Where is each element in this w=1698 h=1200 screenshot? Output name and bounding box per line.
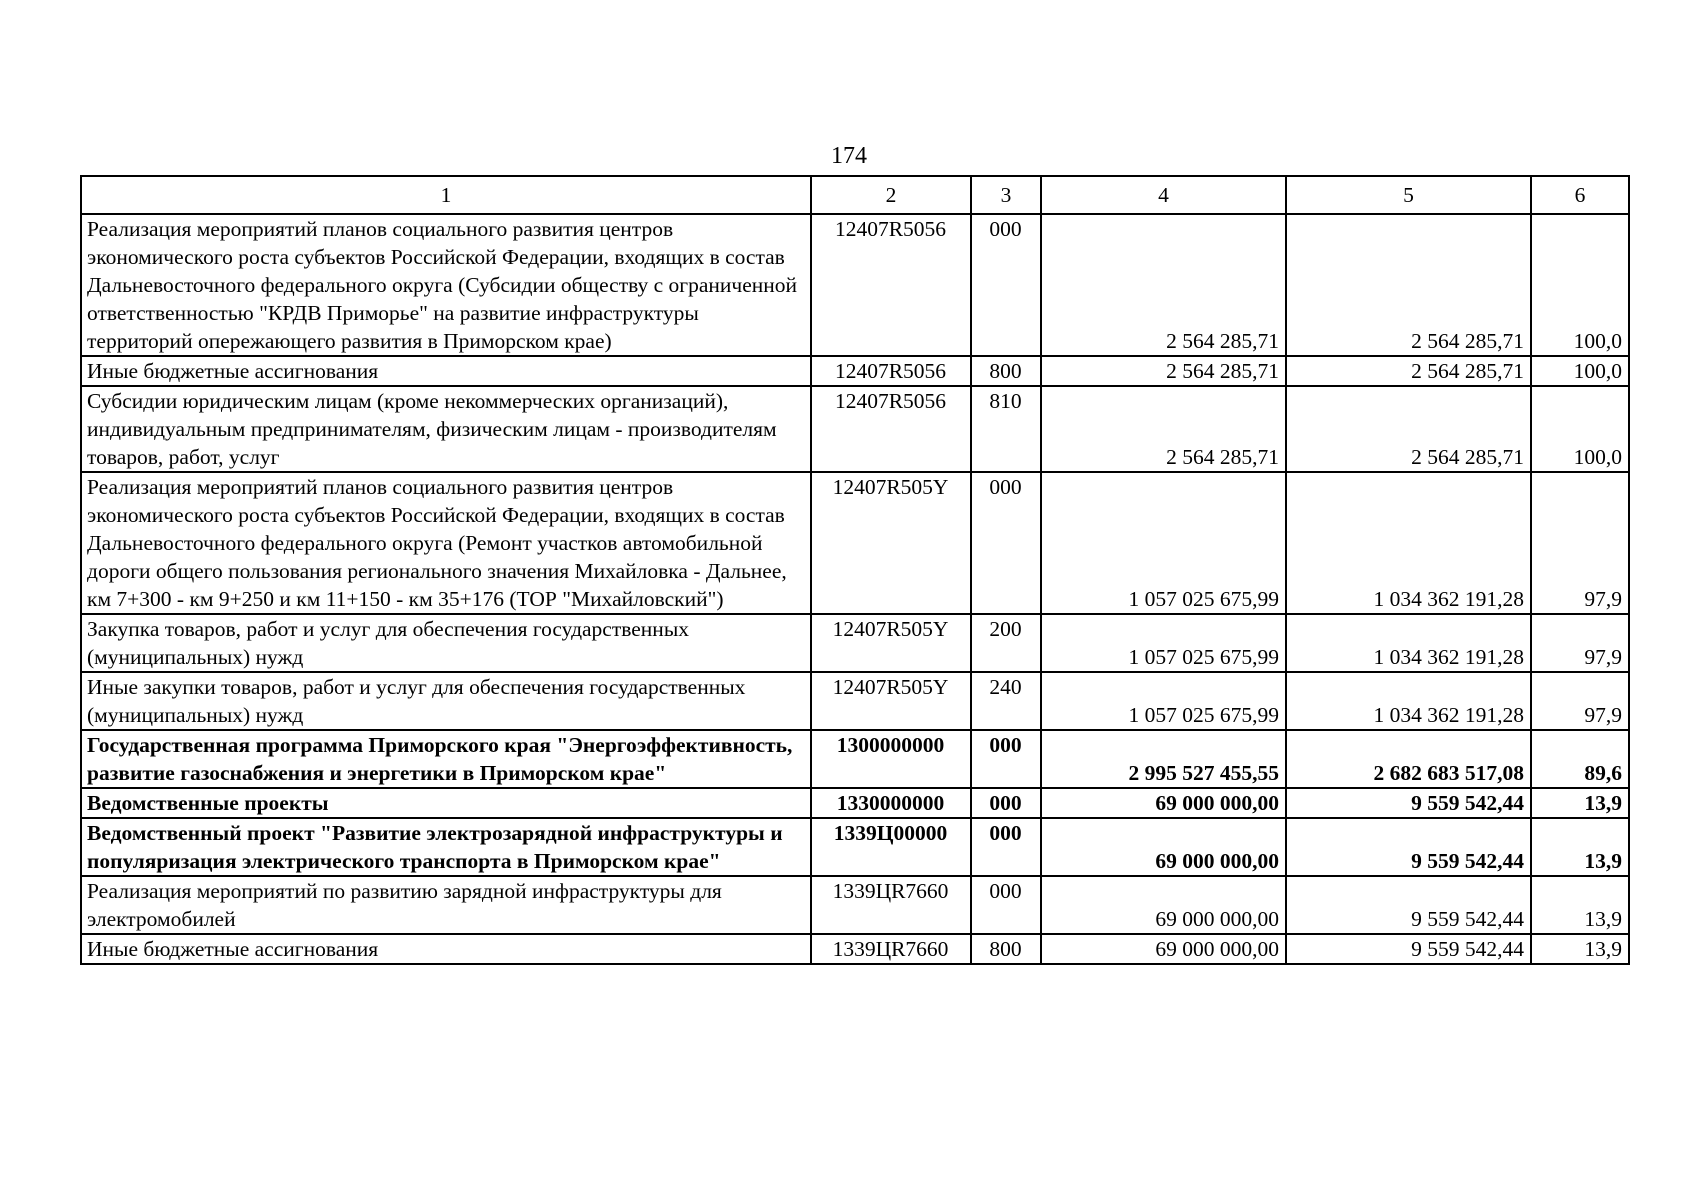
row-pct: 97,9: [1531, 472, 1629, 614]
row-fact: 1 034 362 191,28: [1286, 472, 1531, 614]
row-name: Реализация мероприятий планов социального развития центров экономического роста субъектов Российской Федерации, входящих в состав Дальневосточного федерального округа (Ремонт участков автомобильной дороги общего пользования регионального значения Михайловка - Дальнее, км 7+300 - км 9+250 и км 11+150 - км 35+176 (ТОР "Михайловский"): [81, 472, 811, 614]
row-pct: 13,9: [1531, 876, 1629, 934]
row-plan: 2 564 285,71: [1041, 356, 1286, 386]
table-row: [81, 356, 1629, 386]
row-type: 800: [971, 356, 1041, 386]
row-type: 000: [971, 214, 1041, 356]
row-fact: 2 564 285,71: [1286, 386, 1531, 472]
row-type: 000: [971, 876, 1041, 934]
page-number: 174: [831, 143, 867, 169]
row-type: 000: [971, 730, 1041, 788]
row-type: 240: [971, 672, 1041, 730]
row-code: 1339Ц00000: [811, 818, 971, 876]
row-name: Иные закупки товаров, работ и услуг для обеспечения государственных (муниципальных) нужд: [81, 672, 811, 730]
row-name: Иные бюджетные ассигнования: [81, 356, 811, 386]
row-plan: 2 564 285,71: [1041, 214, 1286, 356]
row-pct: 100,0: [1531, 356, 1629, 386]
row-plan: 69 000 000,00: [1041, 788, 1286, 818]
row-fact: 1 034 362 191,28: [1286, 672, 1531, 730]
row-fact: 9 559 542,44: [1286, 788, 1531, 818]
row-name: Субсидии юридическим лицам (кроме некоммерческих организаций), индивидуальным предпринимателям, физическим лицам - производителям товаров, работ, услуг: [81, 386, 811, 472]
header-col-3: 3: [971, 176, 1041, 214]
table-row: [81, 818, 1629, 876]
row-type: 200: [971, 614, 1041, 672]
row-name: Государственная программа Приморского края "Энергоэффективность, развитие газоснабжения и энергетики в Приморском крае": [81, 730, 811, 788]
row-type: 000: [971, 818, 1041, 876]
row-plan: 69 000 000,00: [1041, 934, 1286, 964]
row-name: Иные бюджетные ассигнования: [81, 934, 811, 964]
header-col-4: 4: [1041, 176, 1286, 214]
row-code: 12407R5056: [811, 386, 971, 472]
header-col-1: 1: [81, 176, 811, 214]
table-row: [81, 386, 1629, 472]
row-code: 1339ЦR7660: [811, 934, 971, 964]
row-name: Ведомственный проект "Развитие электрозарядной инфраструктуры и популяризация электрического транспорта в Приморском крае": [81, 818, 811, 876]
row-pct: 89,6: [1531, 730, 1629, 788]
row-fact: 2 564 285,71: [1286, 214, 1531, 356]
row-code: 1330000000: [811, 788, 971, 818]
row-type: 800: [971, 934, 1041, 964]
row-pct: 13,9: [1531, 788, 1629, 818]
row-plan: 2 995 527 455,55: [1041, 730, 1286, 788]
budget-table: [80, 175, 1630, 965]
row-code: 12407R5056: [811, 214, 971, 356]
row-type: 000: [971, 788, 1041, 818]
row-type: 810: [971, 386, 1041, 472]
row-pct: 100,0: [1531, 386, 1629, 472]
table-row: [81, 730, 1629, 788]
row-plan: 2 564 285,71: [1041, 386, 1286, 472]
row-fact: 9 559 542,44: [1286, 934, 1531, 964]
row-pct: 97,9: [1531, 672, 1629, 730]
row-fact: 2 564 285,71: [1286, 356, 1531, 386]
row-code: 12407R505Y: [811, 672, 971, 730]
table-row: [81, 876, 1629, 934]
row-fact: 9 559 542,44: [1286, 818, 1531, 876]
row-code: 12407R505Y: [811, 614, 971, 672]
row-code: 12407R505Y: [811, 472, 971, 614]
row-type: 000: [971, 472, 1041, 614]
table-row: [81, 472, 1629, 614]
row-pct: 13,9: [1531, 818, 1629, 876]
table-row: [81, 934, 1629, 964]
row-plan: 69 000 000,00: [1041, 818, 1286, 876]
row-pct: 13,9: [1531, 934, 1629, 964]
row-plan: 1 057 025 675,99: [1041, 672, 1286, 730]
row-pct: 100,0: [1531, 214, 1629, 356]
row-code: 12407R5056: [811, 356, 971, 386]
table-row: [81, 614, 1629, 672]
row-plan: 1 057 025 675,99: [1041, 472, 1286, 614]
table-row: [81, 214, 1629, 356]
row-fact: 1 034 362 191,28: [1286, 614, 1531, 672]
header-col-2: 2: [811, 176, 971, 214]
header-col-5: 5: [1286, 176, 1531, 214]
row-name: Закупка товаров, работ и услуг для обеспечения государственных (муниципальных) нужд: [81, 614, 811, 672]
row-name: Ведомственные проекты: [81, 788, 811, 818]
row-name: Реализация мероприятий планов социального развития центров экономического роста субъектов Российской Федерации, входящих в состав Дальневосточного федерального округа (Субсидии обществу с ограниченной ответственностью "КРДВ Приморье" на развитие инфраструктуры территорий опережающего развития в Приморском крае): [81, 214, 811, 356]
row-pct: 97,9: [1531, 614, 1629, 672]
row-fact: 9 559 542,44: [1286, 876, 1531, 934]
table-row: [81, 672, 1629, 730]
header-row: [81, 176, 1629, 214]
row-code: 1300000000: [811, 730, 971, 788]
row-code: 1339ЦR7660: [811, 876, 971, 934]
row-fact: 2 682 683 517,08: [1286, 730, 1531, 788]
row-name: Реализация мероприятий по развитию зарядной инфраструктуры для электромобилей: [81, 876, 811, 934]
table-row: [81, 788, 1629, 818]
header-col-6: 6: [1531, 176, 1629, 214]
row-plan: 69 000 000,00: [1041, 876, 1286, 934]
row-plan: 1 057 025 675,99: [1041, 614, 1286, 672]
